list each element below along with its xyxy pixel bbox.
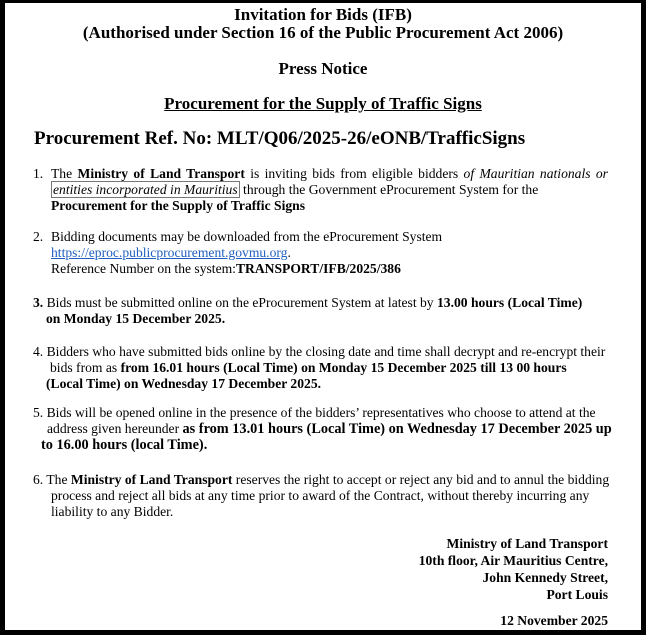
paragraph-2 (33, 229, 613, 278)
paragraph-5 (33, 405, 633, 454)
text: bids from as (50, 360, 121, 376)
text: liability to any Bidder. (51, 504, 174, 520)
paragraph-6 (33, 472, 623, 521)
system-reference-number: TRANSPORT/IFB/2025/386 (235, 261, 401, 277)
notice-page (5, 3, 641, 630)
bid-opening-end: to 16.00 hours (local Time). (41, 437, 208, 454)
text: reserves the right to accept or reject any bid and to annul the bidding (232, 472, 610, 487)
paragraph-number: 6. (33, 472, 44, 487)
eligibility-highlight: entities incorporated in Mauritius (53, 182, 238, 198)
decrypt-window: from 16.01 hours (Local Time) on Monday 15 December 2025 till 13 00 hours (120, 360, 567, 376)
text: Bids must be submitted online on the eProcurement System at latest by (43, 295, 437, 310)
press-notice-heading: Press Notice (278, 59, 368, 78)
eprocurement-link[interactable]: https://eproc.publicprocurement.govmu.org (51, 245, 288, 261)
text: Bidding documents may be downloaded from the eProcurement System (51, 229, 443, 244)
paragraph-3 (33, 295, 623, 327)
submission-deadline-date: on Monday 15 December 2025. (46, 311, 226, 327)
submission-deadline-time: 13.00 hours (Local Time) (437, 295, 583, 310)
decrypt-window-end: (Local Time) on Wednesday 17 December 2025. (46, 376, 322, 392)
text: The (51, 166, 78, 181)
text: process and reject all bids at any time prior to award of the Contract, without thereby incurring any (51, 488, 590, 504)
signature-block (419, 535, 608, 603)
procurement-subject-inline: Procurement for the Supply of Traffic Signs (51, 198, 305, 214)
procurement-reference: Procurement Ref. No: MLT/Q06/2025-26/eONB/TrafficSigns (34, 128, 526, 149)
text: . (287, 245, 291, 261)
signature-ministry: Ministry of Land Transport (446, 536, 608, 551)
procurement-subject: Procurement for the Supply of Traffic Signs (164, 94, 482, 113)
text: is inviting bids from eligible bidders (244, 166, 464, 181)
ministry-name: Ministry of Land Transport (77, 166, 245, 181)
text: Bidders who have submitted bids online by the closing date and time shall decrypt and re-encrypt their (46, 344, 606, 359)
text: Bids will be opened online in the presence of the bidders’ representatives who choose to attend at the (43, 405, 596, 420)
text: through the Government eProcurement System for the (239, 182, 539, 198)
notice-title: Invitation for Bids (IFB) (234, 5, 412, 24)
paragraph-number: 2. (33, 229, 44, 244)
paragraph-4 (33, 344, 623, 393)
paragraph-number: 3. (33, 295, 44, 310)
notice-date: 12 November 2025 (500, 613, 608, 628)
paragraph-number: 1. (33, 166, 44, 181)
text: address given hereunder (47, 421, 183, 437)
text: The (43, 472, 71, 487)
signature-city: Port Louis (546, 587, 608, 602)
bid-opening-time: as from 13.01 hours (Local Time) on Wednesday 17 December 2025 up (182, 421, 612, 438)
ministry-name: Ministry of Land Transport (70, 472, 233, 487)
signature-address-1: 10th floor, Air Mauritius Centre, (418, 553, 608, 568)
text: Reference Number on the system: (51, 261, 236, 277)
paragraph-1 (33, 166, 608, 215)
paragraph-number: 4. (33, 344, 44, 359)
eligibility-text: of Mauritian nationals or (463, 166, 608, 181)
signature-address-2: John Kennedy Street, (482, 570, 608, 585)
notice-authority: (Authorised under Section 16 of the Public Procurement Act 2006) (82, 23, 564, 42)
paragraph-number: 5. (33, 405, 44, 420)
